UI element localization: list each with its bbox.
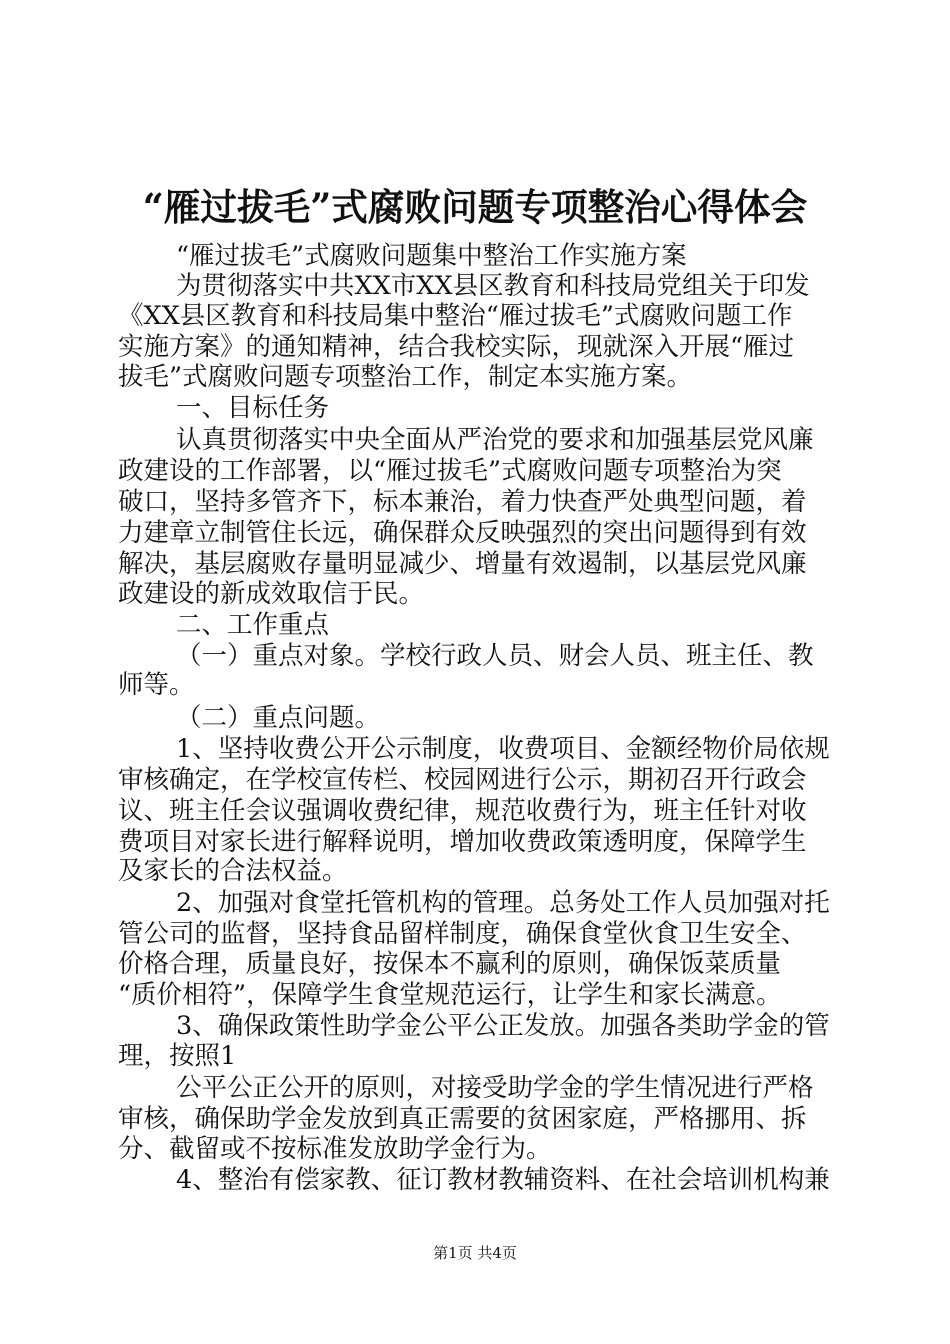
paragraph-line: 价格合理，质量良好，按保本不赢利的原则，确保饭菜质量 xyxy=(118,949,782,979)
paragraph-line: 管公司的监督，坚持食品留样制度，确保食堂伙食卫生安全、 xyxy=(118,919,807,949)
section-heading: 一、目标任务 xyxy=(176,393,330,423)
paragraph-line: 政建设的工作部署，以“雁过拔毛”式腐败问题专项整治为突 xyxy=(118,456,782,486)
paragraph-line: 分、截留或不按标准发放助学金行为。 xyxy=(118,1134,552,1164)
paragraph-line: 审核确定，在学校宣传栏、校园网进行公示，期初召开行政会 xyxy=(118,765,807,795)
paragraph-line: 审核，确保助学金发放到真正需要的贫困家庭，严格挪用、拆 xyxy=(118,1104,807,1134)
section-heading: 二、工作重点 xyxy=(176,610,330,640)
subsection-heading: （二）重点问题。 xyxy=(176,703,381,733)
paragraph-line: 3、确保政策性助学金公平公正发放。加强各类助学金的管 xyxy=(176,1011,830,1041)
paragraph-line: 议、班主任会议强调收费纪律，规范收费行为，班主任针对收 xyxy=(118,796,807,826)
paragraph-line: 实施方案》的通知精神，结合我校实际，现就深入开展“雁过 xyxy=(118,332,795,362)
paragraph-line: 为贯彻落实中共XX市XX县区教育和科技局党组关于印发 xyxy=(176,271,810,301)
paragraph-line: 力建章立制管住长远，确保群众反映强烈的突出问题得到有效 xyxy=(118,518,807,548)
paragraph-line: 拔毛”式腐败问题专项整治工作，制定本实施方案。 xyxy=(118,362,693,392)
paragraph-line: 公平公正公开的原则，对接受助学金的学生情况进行严格 xyxy=(176,1073,814,1103)
subtitle-line: “雁过拔毛”式腐败问题集中整治工作实施方案 xyxy=(176,241,687,271)
page-number: 第1页 共4页 xyxy=(433,1244,517,1262)
paragraph-line: 《XX县区教育和科技局集中整治“雁过拔毛”式腐败问题工作 xyxy=(118,301,793,331)
paragraph-line: 理，按照1 xyxy=(118,1041,237,1071)
paragraph-line: 师等。 xyxy=(118,670,195,700)
paragraph-line: 1、坚持收费公开公示制度，收费项目、金额经物价局依规 xyxy=(176,734,830,764)
paragraph-line: 及家长的合法权益。 xyxy=(118,856,348,886)
paragraph-line: 4、整治有偿家教、征订教材教辅资料、在社会培训机构兼 xyxy=(176,1165,830,1195)
paragraph-line: “质价相符”，保障学生食堂规范运行，让学生和家长满意。 xyxy=(118,980,782,1010)
paragraph-line: 政建设的新成效取信于民。 xyxy=(118,579,425,609)
paragraph-line: 破口，坚持多管齐下，标本兼治，着力快查严处典型问题，着 xyxy=(118,487,807,517)
paragraph-line: 解决，基层腐败存量明显减少、增量有效遏制，以基层党风廉 xyxy=(118,549,807,579)
paragraph-line: （一）重点对象。学校行政人员、财会人员、班主任、教 xyxy=(176,641,814,671)
document-title: “雁过拔毛”式腐败问题专项整治心得体会 xyxy=(142,185,808,229)
paragraph-line: 2、加强对食堂托管机构的管理。总务处工作人员加强对托 xyxy=(176,888,830,918)
paragraph-line: 认真贯彻落实中央全面从严治党的要求和加强基层党风廉 xyxy=(176,425,814,455)
paragraph-line: 费项目对家长进行解释说明，增加收费政策透明度，保障学生 xyxy=(118,827,807,857)
